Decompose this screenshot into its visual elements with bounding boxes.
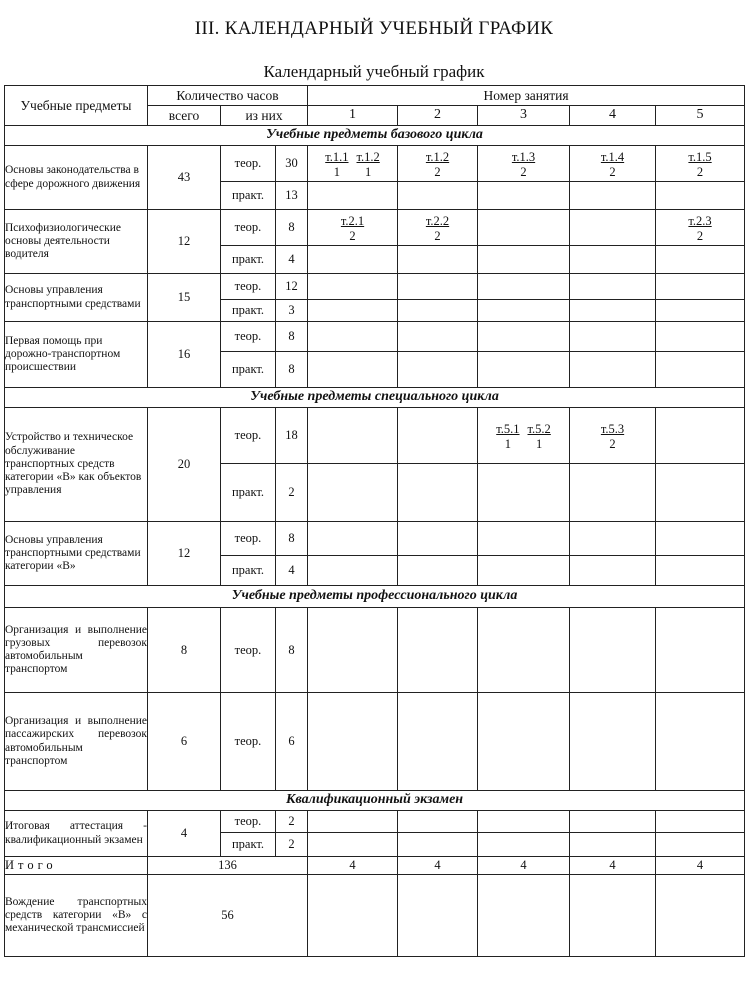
total-lesson-1: 4 (308, 857, 398, 875)
subject-total: 43 (148, 146, 221, 210)
subject-name: Устройство и техническое обслуживание транспортных средств категории «В» как объектов управления (5, 408, 148, 522)
subject-name: Основы законодательства в сфере дорожного движения (5, 146, 148, 210)
subject-total: 8 (148, 608, 221, 693)
practice-label: практ. (221, 300, 276, 322)
subject-total: 12 (148, 522, 221, 586)
header-total: всего (148, 106, 221, 126)
topic-hours: 2 (609, 164, 616, 179)
subject-name: Организация и выполнение пассажирских перевозок автомобильным транспортом (5, 693, 148, 791)
practice-hours: 2 (276, 464, 308, 522)
lesson-topic (325, 150, 348, 180)
subject-total: 4 (148, 811, 221, 857)
theory-hours: 18 (276, 408, 308, 464)
lesson-topic (426, 150, 449, 180)
theory-label: теор. (221, 522, 276, 556)
lesson-cell (478, 210, 570, 246)
schedule-table (4, 85, 745, 957)
table-caption: Календарный учебный график (263, 62, 485, 81)
topic-code: т.5.3 (600, 421, 625, 436)
theory-label: теор. (221, 408, 276, 464)
lesson-topic (601, 150, 624, 180)
theory-hours: 8 (276, 522, 308, 556)
topic-hours: 1 (536, 436, 543, 451)
total-lesson-4: 4 (570, 857, 656, 875)
practice-hours: 4 (276, 246, 308, 274)
subject-name: Итоговая аттестация - квалификационный экзамен (5, 811, 148, 857)
topic-code: т.1.2 (356, 149, 380, 164)
driving-hours: 56 (148, 875, 308, 957)
theory-hours: 8 (276, 210, 308, 246)
section-base-cycle: Учебные предметы базового цикла (5, 126, 745, 146)
theory-label: теор. (221, 210, 276, 246)
lesson-cell (308, 408, 398, 464)
theory-hours: 30 (276, 146, 308, 182)
subject-name: Психофизиологические основы деятельности водителя (5, 210, 148, 274)
lesson-cell (398, 408, 478, 464)
theory-hours: 8 (276, 608, 308, 693)
topic-hours: 1 (333, 164, 340, 179)
theory-hours: 8 (276, 322, 308, 352)
header-hours: Количество часов (148, 86, 308, 106)
topic-hours: 1 (504, 436, 511, 451)
lesson-number-4: 4 (570, 106, 656, 126)
theory-label: теор. (221, 811, 276, 833)
topic-hours: 2 (696, 164, 704, 179)
lesson-topic (601, 422, 624, 452)
lesson-topic (357, 150, 380, 180)
lesson-number-3: 3 (478, 106, 570, 126)
practice-label: практ. (221, 464, 276, 522)
practice-hours: 13 (276, 182, 308, 210)
total-hours: 136 (148, 857, 308, 875)
lesson-cell (308, 210, 398, 246)
page-title: III. КАЛЕНДАРНЫЙ УЧЕБНЫЙ ГРАФИК (194, 18, 554, 39)
subject-total: 20 (148, 408, 221, 522)
topic-hours: 2 (696, 228, 704, 243)
lesson-cell (570, 146, 656, 182)
practice-label: практ. (221, 246, 276, 274)
topic-code: т.2.1 (340, 213, 365, 228)
total-label: Итого (5, 857, 148, 875)
section-professional-cycle: Учебные предметы профессионального цикла (5, 586, 745, 608)
topic-hours: 2 (349, 228, 356, 243)
topic-code: т.5.2 (527, 421, 551, 436)
topic-code: т.5.1 (496, 421, 520, 436)
lesson-topic (496, 422, 519, 452)
lesson-topic (688, 214, 711, 244)
theory-hours: 12 (276, 274, 308, 300)
lesson-cell (570, 210, 656, 246)
subject-total: 15 (148, 274, 221, 322)
driving-subject-name: Вождение транспортных средств категории «В» с механической трансмиссией (5, 875, 148, 957)
total-lesson-3: 4 (478, 857, 570, 875)
lesson-topic (512, 150, 535, 180)
lesson-topic (528, 422, 551, 452)
lesson-cell (656, 146, 745, 182)
lesson-number-2: 2 (398, 106, 478, 126)
lesson-topic (341, 214, 364, 244)
subject-total: 12 (148, 210, 221, 274)
lesson-cell (478, 146, 570, 182)
theory-hours: 6 (276, 693, 308, 791)
section-special-cycle: Учебные предметы специального цикла (5, 388, 745, 408)
topic-code: т.1.3 (511, 149, 536, 164)
topic-hours: 2 (434, 164, 441, 179)
topic-code: т.2.2 (425, 213, 450, 228)
lesson-cell (398, 146, 478, 182)
lesson-cell (656, 408, 745, 464)
theory-label: теор. (221, 608, 276, 693)
topic-code: т.1.4 (600, 149, 625, 164)
header-of-them: из них (221, 106, 308, 126)
topic-code: т.1.2 (425, 149, 450, 164)
subject-name: Первая помощь при дорожно-транспортном происшествии (5, 322, 148, 388)
practice-label: практ. (221, 352, 276, 388)
lesson-cell (398, 210, 478, 246)
lesson-topic (426, 214, 449, 244)
theory-label: теор. (221, 274, 276, 300)
header-subjects: Учебные предметы (5, 86, 148, 126)
topic-hours: 2 (520, 164, 527, 179)
lesson-number-5: 5 (656, 106, 745, 126)
total-lesson-5: 4 (656, 857, 745, 875)
theory-hours: 2 (276, 811, 308, 833)
theory-label: теор. (221, 146, 276, 182)
practice-label: практ. (221, 833, 276, 857)
section-qualification-exam: Квалификационный экзамен (5, 791, 745, 811)
lesson-number-1: 1 (308, 106, 398, 126)
practice-hours: 2 (276, 833, 308, 857)
lesson-topic (688, 150, 711, 180)
subject-name: Основы управления транспортными средствами категории «В» (5, 522, 148, 586)
lesson-cell (308, 146, 398, 182)
theory-label: теор. (221, 693, 276, 791)
subject-total: 6 (148, 693, 221, 791)
subject-total: 16 (148, 322, 221, 388)
practice-label: практ. (221, 182, 276, 210)
topic-code: т.2.3 (688, 213, 712, 228)
total-lesson-2: 4 (398, 857, 478, 875)
subject-name: Основы управления транспортными средствами (5, 274, 148, 322)
practice-label: практ. (221, 556, 276, 586)
lesson-cell (478, 408, 570, 464)
practice-hours: 4 (276, 556, 308, 586)
theory-label: теор. (221, 322, 276, 352)
subject-name: Организация и выполнение грузовых перевозок автомобильным транспортом (5, 608, 148, 693)
topic-code: т.1.5 (688, 149, 712, 164)
lesson-cell (570, 408, 656, 464)
topic-hours: 2 (434, 228, 441, 243)
topic-code: т.1.1 (325, 149, 349, 164)
practice-hours: 3 (276, 300, 308, 322)
practice-hours: 8 (276, 352, 308, 388)
topic-hours: 2 (609, 436, 616, 451)
topic-hours: 1 (365, 164, 372, 179)
lesson-cell (656, 210, 745, 246)
header-lesson-number: Номер занятия (308, 86, 745, 106)
